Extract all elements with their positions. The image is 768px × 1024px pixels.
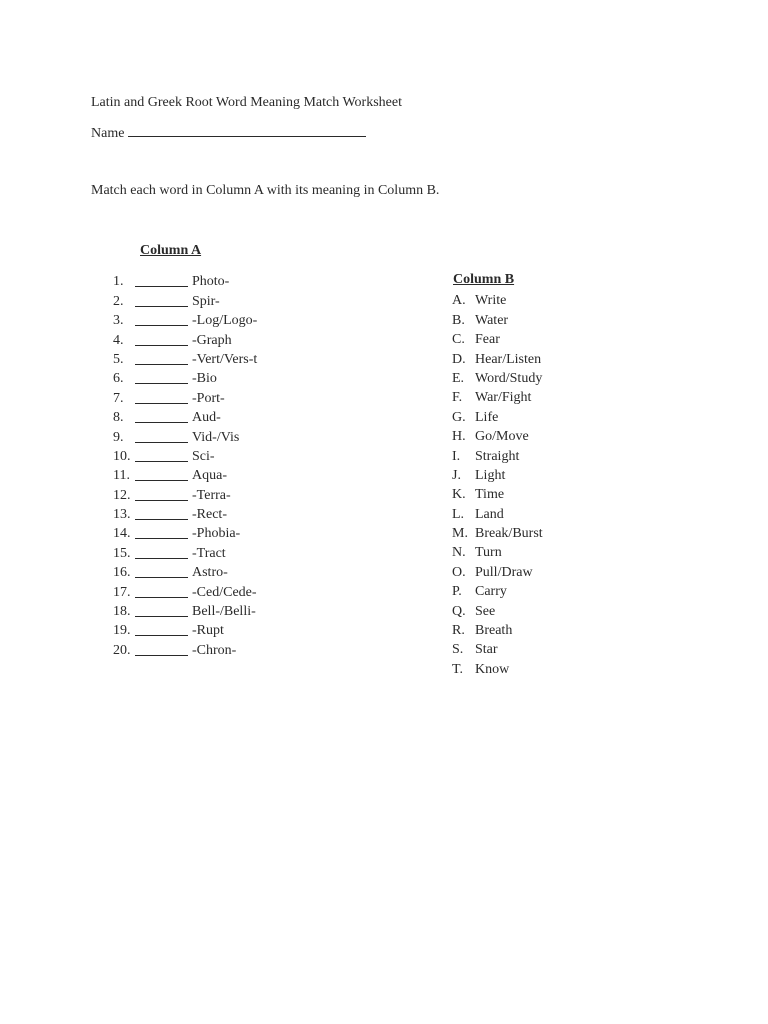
- answer-blank[interactable]: [135, 565, 188, 578]
- answer-blank[interactable]: [135, 623, 188, 636]
- item-letter: N.: [452, 545, 466, 561]
- column-b-item: [452, 484, 543, 503]
- answer-blank[interactable]: [135, 333, 188, 346]
- meaning: Life: [475, 409, 499, 425]
- column-a-item: [100, 465, 257, 484]
- root-word: -Chron-: [192, 642, 237, 658]
- item-letter: M.: [452, 526, 468, 542]
- root-word: Aqua-: [192, 468, 227, 484]
- item-letter: R.: [452, 623, 465, 639]
- item-number: 20.: [113, 642, 131, 658]
- meaning: Fear: [475, 332, 500, 348]
- meaning: Water: [475, 312, 509, 328]
- column-a-item: [100, 446, 257, 465]
- meaning: Breath: [475, 623, 513, 639]
- item-number: 1.: [113, 274, 124, 290]
- item-letter: J.: [452, 467, 461, 483]
- column-a-item: [100, 523, 257, 542]
- column-a-item: [100, 542, 257, 561]
- column-a-item: [100, 581, 257, 600]
- item-number: 8.: [113, 410, 124, 426]
- column-b-item: [452, 620, 543, 639]
- item-number: 6.: [113, 371, 124, 387]
- item-letter: I.: [452, 448, 461, 464]
- column-b-item: [452, 426, 543, 445]
- root-word: -Tract: [192, 545, 226, 561]
- column-b-item: [452, 465, 543, 484]
- column-a-list: [100, 271, 257, 659]
- worksheet-title: Latin and Greek Root Word Meaning Match Worksheet: [91, 95, 402, 110]
- column-b-item: [452, 445, 543, 464]
- column-a-item: [100, 601, 257, 620]
- item-letter: P.: [452, 584, 462, 600]
- item-number: 5.: [113, 351, 124, 367]
- column-b-item: [452, 368, 543, 387]
- answer-blank[interactable]: [135, 546, 188, 559]
- column-a-item: [100, 310, 257, 329]
- root-word: Sci-: [192, 448, 215, 464]
- root-word: -Port-: [192, 390, 225, 406]
- root-word: Astro-: [192, 565, 228, 581]
- meaning: Star: [475, 642, 498, 658]
- column-a-item: [100, 639, 257, 658]
- item-number: 13.: [113, 507, 131, 523]
- item-letter: F.: [452, 390, 463, 406]
- column-b-item: [452, 600, 543, 619]
- item-letter: T.: [452, 661, 464, 677]
- root-word: Bell-/Belli-: [192, 604, 256, 620]
- column-b-item: [452, 503, 543, 522]
- root-word: -Graph: [192, 332, 232, 348]
- column-b-item: [452, 387, 543, 406]
- column-b-item: [452, 329, 543, 348]
- column-b-item: [452, 542, 543, 561]
- meaning: Break/Burst: [475, 526, 543, 542]
- answer-blank[interactable]: [135, 430, 188, 443]
- item-number: 9.: [113, 429, 124, 445]
- column-b-header: Column B: [453, 272, 515, 287]
- column-b-item: [452, 290, 543, 309]
- item-number: 17.: [113, 584, 131, 600]
- item-number: 11.: [113, 468, 130, 484]
- root-word: -Rupt: [192, 623, 224, 639]
- column-b-item: [452, 639, 543, 658]
- item-number: 18.: [113, 604, 131, 620]
- meaning: Light: [475, 467, 506, 483]
- name-field-row: [91, 123, 366, 143]
- meaning: Word/Study: [475, 370, 543, 386]
- column-a-item: [100, 620, 257, 639]
- root-word: Vid-/Vis: [192, 429, 240, 445]
- name-label: Name: [91, 126, 125, 141]
- root-word: Aud-: [192, 410, 221, 426]
- column-a-item: [100, 426, 257, 445]
- item-letter: C.: [452, 332, 465, 348]
- column-b-list: [452, 290, 543, 678]
- answer-blank[interactable]: [135, 526, 188, 539]
- column-a-item: [100, 562, 257, 581]
- root-word: -Ced/Cede-: [192, 584, 257, 600]
- item-letter: S.: [452, 642, 464, 658]
- item-letter: G.: [452, 409, 466, 425]
- column-a-item: [100, 290, 257, 309]
- root-word: -Bio: [192, 371, 217, 387]
- meaning: Time: [475, 487, 505, 503]
- item-number: 15.: [113, 545, 131, 561]
- item-letter: H.: [452, 429, 466, 445]
- meaning: Straight: [475, 448, 520, 464]
- item-letter: K.: [452, 487, 466, 503]
- column-b-item: [452, 348, 543, 367]
- meaning: Go/Move: [475, 429, 529, 445]
- column-b-item: [452, 581, 543, 600]
- answer-blank[interactable]: [135, 274, 188, 287]
- item-letter: L.: [452, 506, 465, 522]
- answer-blank[interactable]: [135, 449, 188, 462]
- item-number: 12.: [113, 487, 131, 503]
- column-a-item: [100, 271, 257, 290]
- item-letter: D.: [452, 351, 466, 367]
- answer-blank[interactable]: [135, 352, 188, 365]
- root-word: -Log/Logo-: [192, 313, 258, 329]
- answer-blank[interactable]: [135, 294, 188, 307]
- answer-blank[interactable]: [135, 604, 188, 617]
- column-b-item: [452, 561, 543, 580]
- answer-blank[interactable]: [135, 371, 188, 384]
- column-a-item: [100, 504, 257, 523]
- column-a-header: Column A: [140, 243, 202, 258]
- item-number: 10.: [113, 448, 131, 464]
- answer-blank[interactable]: [135, 313, 188, 326]
- column-a-item: [100, 329, 257, 348]
- item-letter: A.: [452, 293, 466, 309]
- answer-blank[interactable]: [135, 507, 188, 520]
- column-b-item: [452, 309, 543, 328]
- item-number: 16.: [113, 565, 131, 581]
- root-word: -Terra-: [192, 487, 231, 503]
- meaning: Know: [475, 661, 510, 677]
- meaning: War/Fight: [475, 390, 532, 406]
- item-letter: O.: [452, 564, 466, 580]
- meaning: Carry: [475, 584, 507, 600]
- meaning: See: [475, 603, 496, 619]
- item-number: 2.: [113, 293, 124, 309]
- root-word: -Vert/Vers-t: [192, 351, 258, 367]
- column-a-item: [100, 387, 257, 406]
- root-word: -Phobia-: [192, 526, 241, 542]
- column-b-item: [452, 523, 543, 542]
- answer-blank[interactable]: [135, 585, 188, 598]
- item-number: 3.: [113, 313, 124, 329]
- column-a-item: [100, 484, 257, 503]
- item-number: 7.: [113, 390, 124, 406]
- answer-blank[interactable]: [135, 410, 188, 423]
- answer-blank[interactable]: [135, 488, 188, 501]
- answer-blank[interactable]: [135, 391, 188, 404]
- column-b-item: [452, 406, 543, 425]
- meaning: Write: [475, 293, 507, 309]
- item-letter: B.: [452, 312, 465, 328]
- meaning: Hear/Listen: [475, 351, 542, 367]
- column-a-item: [100, 349, 257, 368]
- item-letter: Q.: [452, 603, 466, 619]
- root-word: Photo-: [192, 274, 230, 290]
- root-word: -Rect-: [192, 507, 227, 523]
- meaning: Pull/Draw: [475, 564, 533, 580]
- item-letter: E.: [452, 370, 465, 386]
- instructions: Match each word in Column A with its meaning in Column B.: [91, 183, 440, 198]
- meaning: Turn: [475, 545, 502, 561]
- item-number: 4.: [113, 332, 124, 348]
- column-b-item: [452, 658, 543, 677]
- root-word: Spir-: [192, 293, 220, 309]
- answer-blank[interactable]: [135, 468, 188, 481]
- item-number: 19.: [113, 623, 131, 639]
- column-a-item: [100, 368, 257, 387]
- answer-blank[interactable]: [135, 643, 188, 656]
- meaning: Land: [475, 506, 504, 522]
- item-number: 14.: [113, 526, 131, 542]
- name-blank-line[interactable]: [128, 123, 366, 137]
- column-a-item: [100, 407, 257, 426]
